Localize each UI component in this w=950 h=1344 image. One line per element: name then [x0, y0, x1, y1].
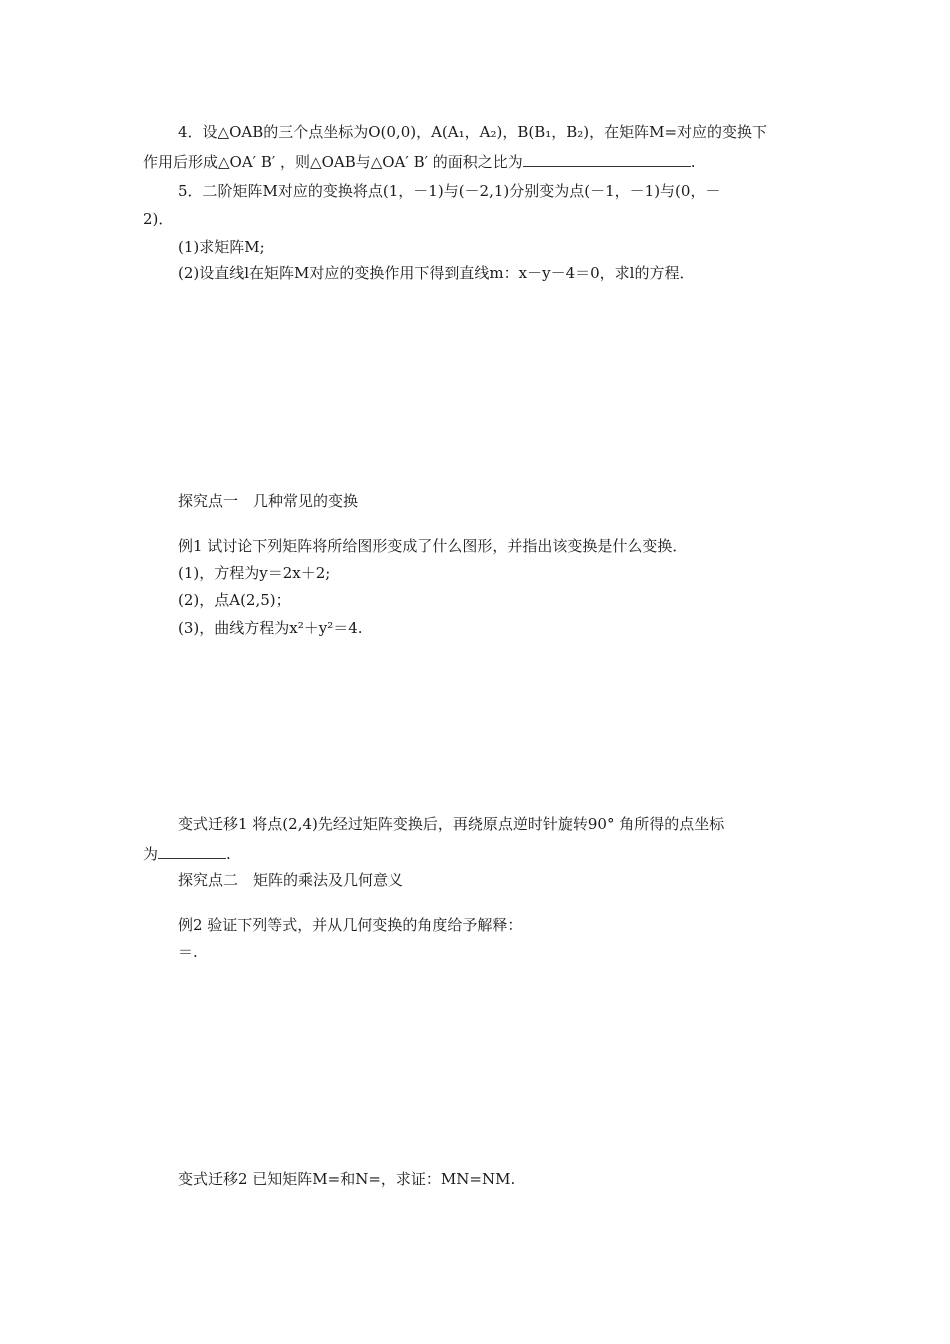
q4-line-2-end: . — [690, 153, 696, 171]
section-2-heading: 探究点二 矩阵的乘法及几何意义 — [178, 871, 404, 889]
example-1-item-2: (2)，点A(2,5)； — [178, 591, 291, 609]
q4-line-2-text: 作用后形成△OA′ B′ ，则△OAB与△OA′ B′ 的面积之比为 — [143, 153, 523, 171]
variant-2-text: 变式迁移2 已知矩阵M=和N=，求证：MN=NM. — [178, 1170, 516, 1188]
q5-line-1: 5．二阶矩阵M对应的变换将点(1，－1)与(－2,1)分别变为点(－1，－1)与(0，－ — [178, 182, 721, 200]
example-2-intro: 例2 验证下列等式，并从几何变换的角度给予解释： — [178, 916, 523, 934]
example-1-item-3: (3)，曲线方程为x²＋y²＝4. — [178, 619, 363, 637]
variant-1-answer-blank — [158, 842, 226, 859]
variant-1-line-2-start: 为 — [143, 845, 159, 863]
q4-line-2 — [143, 150, 696, 173]
example-2-equation: ＝. — [178, 943, 198, 961]
example-1-item-1: (1)，方程为y＝2x＋2; — [178, 564, 331, 582]
q5-part-1: (1)求矩阵M; — [178, 238, 265, 256]
q4-answer-blank — [523, 150, 691, 167]
q5-part-2: (2)设直线l在矩阵M对应的变换作用下得到直线m：x－y－4＝0，求l的方程． — [178, 264, 695, 282]
variant-1-line-1: 变式迁移1 将点(2,4)先经过矩阵变换后，再绕原点逆时针旋转90° 角所得的点坐标 — [178, 815, 725, 833]
q4-line-1: 4．设△OAB的三个点坐标为O(0,0)，A(A₁，A₂)，B(B₁，B₂)，在矩阵M=对应的变换下 — [178, 123, 768, 141]
example-1-intro: 例1 试讨论下列矩阵将所给图形变成了什么图形，并指出该变换是什么变换． — [178, 537, 688, 555]
section-1-heading: 探究点一 几种常见的变换 — [178, 492, 359, 510]
variant-1-line-2 — [143, 842, 231, 865]
variant-1-line-2-end: . — [226, 845, 231, 863]
q5-line-2: 2)． — [143, 210, 174, 228]
